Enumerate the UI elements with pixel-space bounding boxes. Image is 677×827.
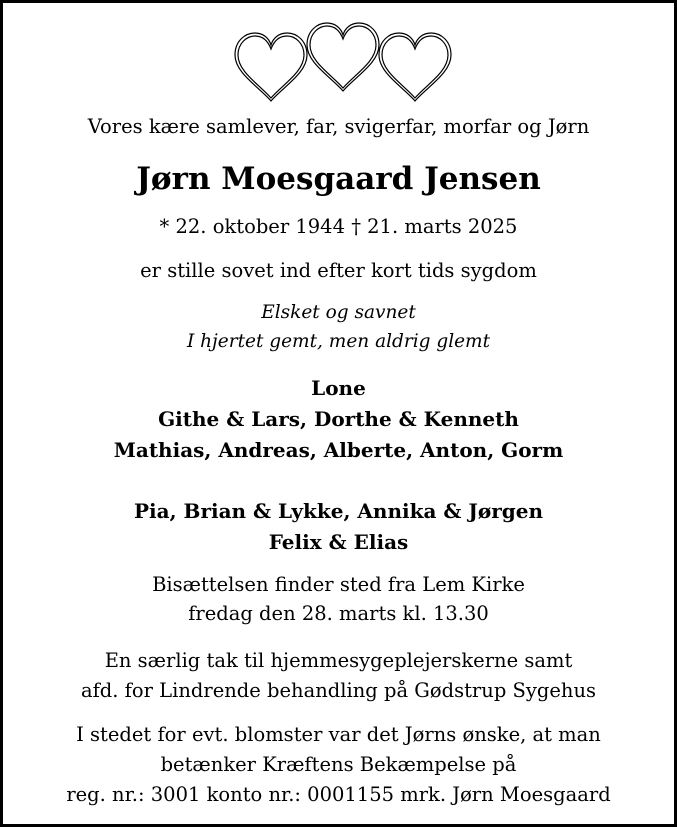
death-note: er stille sovet ind efter kort tids sygdom	[140, 259, 537, 282]
verse-line: Elsket og savnet	[261, 302, 416, 323]
thanks-line: afd. for Lindrende behandling på Gødstrup Sygehus	[80, 679, 597, 702]
intro-line: Vores kære samlever, far, svigerfar, morfar og Jørn	[87, 115, 590, 138]
thanks-line: En særlig tak til hjemmesygeplejerskerne samt	[104, 649, 573, 672]
service-location: Bisættelsen finder sted fra Lem Kirke	[152, 573, 525, 596]
verse-line: I hjertet gemt, men aldrig glemt	[186, 331, 491, 352]
donation-account: reg. nr.: 3001 konto nr.: 0001155 mrk. Jørn Moesgaard	[66, 783, 611, 806]
life-dates: * 22. oktober 1944 † 21. marts 2025	[159, 215, 518, 238]
family-line: Githe & Lars, Dorthe & Kenneth	[158, 407, 519, 431]
family-line: Pia, Brian & Lykke, Annika & Jørgen	[134, 499, 543, 523]
donation-line: betænker Kræftens Bekæmpelse på	[160, 753, 517, 776]
family-line: Mathias, Andreas, Alberte, Anton, Gorm	[113, 438, 564, 462]
service-time: fredag den 28. marts kl. 13.30	[188, 602, 489, 625]
donation-line: I stedet for evt. blomster var det Jørns ønske, at man	[76, 723, 601, 746]
family-line: Felix & Elias	[268, 530, 409, 554]
three-hearts-icon	[229, 21, 457, 103]
deceased-name: Jørn Moesgaard Jensen	[136, 161, 541, 197]
family-line: Lone	[311, 376, 366, 400]
